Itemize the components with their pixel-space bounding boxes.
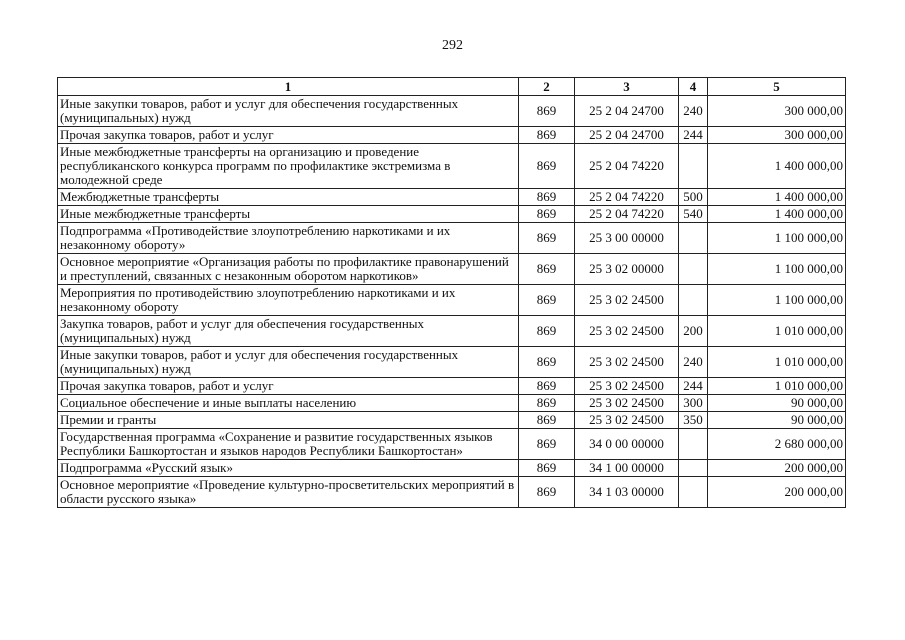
row-expense-type-cell [679,460,708,477]
row-name-cell: Прочая закупка товаров, работ и услуг [58,127,519,144]
row-target-article-cell: 25 2 04 74220 [575,206,679,223]
row-department-cell: 869 [519,189,575,206]
column-header-name: 1 [58,78,519,96]
table-row [58,347,846,378]
row-amount-cell: 300 000,00 [708,96,846,127]
row-department-cell: 869 [519,477,575,508]
row-name-cell: Межбюджетные трансферты [58,189,519,206]
row-amount-cell: 1 400 000,00 [708,189,846,206]
row-name-cell: Основное мероприятие «Проведение культурно-просветительских мероприятий в области русского языка» [58,477,519,508]
row-amount-cell: 200 000,00 [708,460,846,477]
row-target-article-cell: 25 3 02 24500 [575,285,679,316]
row-department-cell: 869 [519,144,575,189]
row-department-cell: 869 [519,460,575,477]
row-target-article-cell: 25 3 02 24500 [575,395,679,412]
row-name-cell: Прочая закупка товаров, работ и услуг [58,378,519,395]
row-amount-cell: 2 680 000,00 [708,429,846,460]
column-header-department: 2 [519,78,575,96]
row-target-article-cell: 34 1 03 00000 [575,477,679,508]
table-row [58,206,846,223]
row-target-article-cell: 25 2 04 24700 [575,127,679,144]
table-row [58,127,846,144]
row-expense-type-cell: 300 [679,395,708,412]
table-row [58,429,846,460]
row-expense-type-cell: 200 [679,316,708,347]
row-name-cell: Закупка товаров, работ и услуг для обеспечения государственных (муниципальных) нужд [58,316,519,347]
table-row [58,223,846,254]
row-name-cell: Подпрограмма «Противодействие злоупотреблению наркотиками и их незаконному обороту» [58,223,519,254]
table-body [58,96,846,508]
row-target-article-cell: 25 3 00 00000 [575,223,679,254]
row-amount-cell: 1 100 000,00 [708,254,846,285]
row-amount-cell: 1 400 000,00 [708,144,846,189]
row-amount-cell: 1 100 000,00 [708,285,846,316]
row-department-cell: 869 [519,254,575,285]
row-target-article-cell: 25 2 04 74220 [575,189,679,206]
row-name-cell: Социальное обеспечение и иные выплаты населению [58,395,519,412]
table-header-row [58,78,846,96]
column-header-expense-type: 4 [679,78,708,96]
row-expense-type-cell: 240 [679,347,708,378]
table-row [58,285,846,316]
row-name-cell: Иные закупки товаров, работ и услуг для обеспечения государственных (муниципальных) нужд [58,96,519,127]
row-department-cell: 869 [519,127,575,144]
row-expense-type-cell [679,144,708,189]
row-amount-cell: 1 010 000,00 [708,316,846,347]
table-row [58,395,846,412]
row-amount-cell: 300 000,00 [708,127,846,144]
row-name-cell: Иные межбюджетные трансферты на организацию и проведение республиканского конкурса программ по профилактике экстремизма в молодежной среде [58,144,519,189]
row-expense-type-cell [679,254,708,285]
column-header-amount: 5 [708,78,846,96]
budget-table [57,77,846,508]
row-target-article-cell: 25 2 04 24700 [575,96,679,127]
table-row [58,412,846,429]
table-row [58,460,846,477]
table-row [58,316,846,347]
row-name-cell: Премии и гранты [58,412,519,429]
row-name-cell: Основное мероприятие «Организация работы по профилактике правонарушений и преступлений, связанных с незаконным оборотом наркотиков» [58,254,519,285]
row-department-cell: 869 [519,285,575,316]
table-row [58,189,846,206]
table-row [58,378,846,395]
row-target-article-cell: 25 3 02 24500 [575,412,679,429]
row-department-cell: 869 [519,412,575,429]
row-amount-cell: 90 000,00 [708,412,846,429]
row-amount-cell: 1 400 000,00 [708,206,846,223]
row-department-cell: 869 [519,429,575,460]
row-expense-type-cell: 244 [679,127,708,144]
row-target-article-cell: 34 0 00 00000 [575,429,679,460]
row-name-cell: Государственная программа «Сохранение и развитие государственных языков Республики Башкортостан и языков народов Республики Башкортостан» [58,429,519,460]
table-row [58,254,846,285]
row-department-cell: 869 [519,395,575,412]
row-department-cell: 869 [519,223,575,254]
row-expense-type-cell: 540 [679,206,708,223]
row-amount-cell: 200 000,00 [708,477,846,508]
page-number: 292 [442,38,463,53]
row-department-cell: 869 [519,347,575,378]
row-target-article-cell: 25 3 02 24500 [575,347,679,378]
row-target-article-cell: 34 1 00 00000 [575,460,679,477]
row-department-cell: 869 [519,378,575,395]
row-name-cell: Подпрограмма «Русский язык» [58,460,519,477]
row-amount-cell: 1 100 000,00 [708,223,846,254]
row-expense-type-cell [679,223,708,254]
row-expense-type-cell: 350 [679,412,708,429]
row-amount-cell: 90 000,00 [708,395,846,412]
row-amount-cell: 1 010 000,00 [708,378,846,395]
row-target-article-cell: 25 2 04 74220 [575,144,679,189]
row-amount-cell: 1 010 000,00 [708,347,846,378]
row-expense-type-cell [679,429,708,460]
row-expense-type-cell [679,477,708,508]
row-target-article-cell: 25 3 02 24500 [575,378,679,395]
row-expense-type-cell: 500 [679,189,708,206]
row-department-cell: 869 [519,316,575,347]
table-row [58,96,846,127]
row-department-cell: 869 [519,96,575,127]
row-name-cell: Мероприятия по противодействию злоупотреблению наркотиками и их незаконному обороту [58,285,519,316]
column-header-target-article: 3 [575,78,679,96]
row-expense-type-cell: 244 [679,378,708,395]
row-target-article-cell: 25 3 02 00000 [575,254,679,285]
row-name-cell: Иные закупки товаров, работ и услуг для обеспечения государственных (муниципальных) нужд [58,347,519,378]
row-target-article-cell: 25 3 02 24500 [575,316,679,347]
row-name-cell: Иные межбюджетные трансферты [58,206,519,223]
row-expense-type-cell [679,285,708,316]
row-expense-type-cell: 240 [679,96,708,127]
table-row [58,144,846,189]
row-department-cell: 869 [519,206,575,223]
table-row [58,477,846,508]
